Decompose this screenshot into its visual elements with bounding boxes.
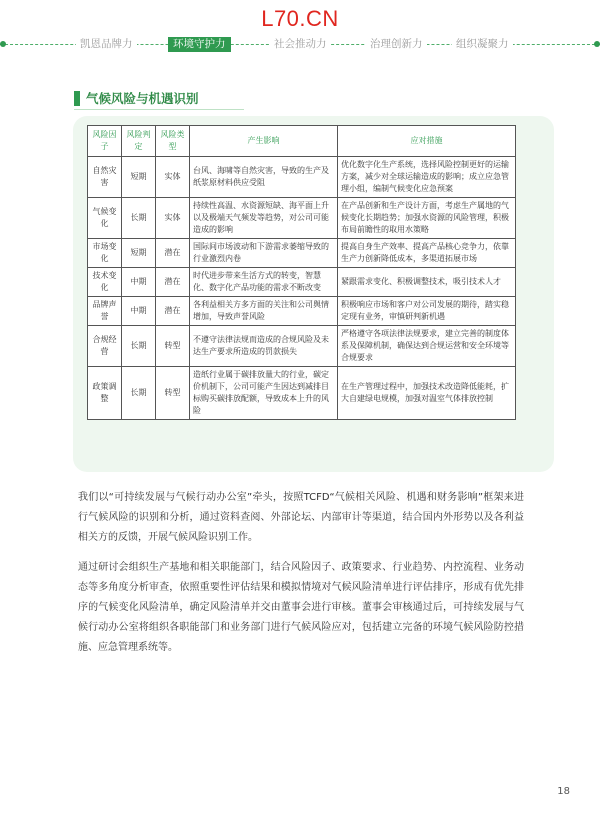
cell-type: 转型 bbox=[156, 367, 190, 420]
cell-impact: 国际间市场波动和下游需求萎缩导致的行业激烈内卷 bbox=[190, 239, 338, 268]
cell-response: 提高自身生产效率、提高产品核心竞争力，依靠生产力创新降低成本，多渠道拓展市场 bbox=[338, 239, 516, 268]
cell-type: 潜在 bbox=[156, 268, 190, 297]
cell-impact: 时代进步带来生活方式的转变，智慧化、数字化产品功能的需求不断改变 bbox=[190, 268, 338, 297]
cell-type: 转型 bbox=[156, 326, 190, 367]
table-row bbox=[88, 198, 516, 239]
cell-factor: 品牌声誉 bbox=[88, 297, 122, 326]
section-title: 气候风险与机遇识别 bbox=[86, 91, 199, 106]
page-number: 18 bbox=[557, 786, 570, 797]
cell-term: 中期 bbox=[122, 297, 156, 326]
table-row bbox=[88, 268, 516, 297]
header-response: 应对措施 bbox=[338, 126, 516, 157]
nav-item-social[interactable]: 社会推动力 bbox=[270, 37, 331, 52]
cell-factor: 自然灾害 bbox=[88, 157, 122, 198]
nav-item-brand[interactable]: 凯恩品牌力 bbox=[76, 37, 137, 52]
heading-accent-bar bbox=[74, 91, 80, 106]
brand-logo: L70.CN bbox=[261, 6, 339, 31]
cell-response: 在产品创新和生产设计方面，考虑生产属地的气候变化长期趋势；加强水资源的风险管理，积极布局前瞻性的取用水策略 bbox=[338, 198, 516, 239]
cell-term: 短期 bbox=[122, 239, 156, 268]
climate-risk-table bbox=[87, 125, 516, 420]
cell-type: 实体 bbox=[156, 157, 190, 198]
table-row bbox=[88, 157, 516, 198]
nav-item-environment[interactable]: 环境守护力 bbox=[168, 37, 231, 52]
cell-response: 紧跟需求变化、积极调整技术，吸引技术人才 bbox=[338, 268, 516, 297]
cell-type: 实体 bbox=[156, 198, 190, 239]
cell-term: 长期 bbox=[122, 198, 156, 239]
nav-item-governance[interactable]: 治理创新力 bbox=[366, 37, 427, 52]
header-term: 风险判定 bbox=[122, 126, 156, 157]
table-row bbox=[88, 239, 516, 268]
cell-factor: 技术变化 bbox=[88, 268, 122, 297]
cell-impact: 持续性高温、水资源短缺、海平面上升以及极端天气频发等趋势，对公司可能造成的影响 bbox=[190, 198, 338, 239]
cell-impact: 造纸行业属于碳排放量大的行业，碳定价机制下，公司可能产生因达到减排目标购买碳排放配额，导致成本上升的风险 bbox=[190, 367, 338, 420]
nav-dot-left bbox=[0, 41, 6, 47]
header-impact: 产生影响 bbox=[190, 126, 338, 157]
body-paragraph-1: 我们以“可持续发展与气候行动办公室”牵头，按照TCFD“气候相关风险、机遇和财务影响”框架来进行气候风险的识别和分析，通过资料查阅、外部论坛、内部审计等渠道，结合国内外形势以及各利益相关方的反馈，开展气候风险识别工作。 bbox=[78, 492, 524, 543]
cell-response: 积极响应市场和客户对公司发展的期待，踏实稳定现有业务，审慎研判新机遇 bbox=[338, 297, 516, 326]
header-type: 风险类型 bbox=[156, 126, 190, 157]
cell-term: 中期 bbox=[122, 268, 156, 297]
cell-term: 长期 bbox=[122, 326, 156, 367]
cell-impact: 不遵守法律法规而造成的合规风险及未达生产要求所造成的罚款损失 bbox=[190, 326, 338, 367]
cell-term: 长期 bbox=[122, 367, 156, 420]
cell-type: 潜在 bbox=[156, 297, 190, 326]
cell-factor: 政策调整 bbox=[88, 367, 122, 420]
cell-impact: 各利益相关方多方面的关注和公司舆情增加，导致声誉风险 bbox=[190, 297, 338, 326]
header-factor: 风险因子 bbox=[88, 126, 122, 157]
cell-factor: 合规经营 bbox=[88, 326, 122, 367]
cell-type: 潜在 bbox=[156, 239, 190, 268]
cell-response: 在生产管理过程中，加强技术改造降低能耗，扩大自建绿电规模，加强对温室气体排放控制 bbox=[338, 367, 516, 420]
table-row bbox=[88, 367, 516, 420]
body-paragraph-2: 通过研讨会组织生产基地和相关职能部门，结合风险因子、政策要求、行业趋势、内控流程、业务动态等多角度分析审查，依照重要性评估结果和模拟情境对气候风险清单进行评估排序，形成有优先排序的气候变化风险清单，确定风险清单并交由董事会进行审核。董事会审核通过后，可持续发展与气候行动办公室将组织各职能部门和业务部门进行气候风险应对，包括建立完备的环境气候风险防控措施、应急管理系统等。 bbox=[78, 562, 524, 653]
cell-impact: 台风、海啸等自然灾害，导致的生产及纸浆原材料供应受阻 bbox=[190, 157, 338, 198]
table-row bbox=[88, 326, 516, 367]
cell-factor: 气候变化 bbox=[88, 198, 122, 239]
table-row bbox=[88, 297, 516, 326]
cell-term: 短期 bbox=[122, 157, 156, 198]
section-nav bbox=[0, 36, 600, 54]
cell-factor: 市场变化 bbox=[88, 239, 122, 268]
nav-item-organization[interactable]: 组织凝聚力 bbox=[452, 37, 513, 52]
table-header-row bbox=[88, 126, 516, 157]
heading-underline bbox=[74, 109, 244, 110]
cell-response: 优化数字化生产系统，选择风险控制更好的运输方案，减少对全球运输造成的影响；成立应急管理小组，编制气候变化应急预案 bbox=[338, 157, 516, 198]
nav-dot-right bbox=[594, 41, 600, 47]
cell-response: 严格遵守各项法律法规要求，建立完善的制度体系及保障机制，确保达到合规运营和安全环境等合规要求 bbox=[338, 326, 516, 367]
